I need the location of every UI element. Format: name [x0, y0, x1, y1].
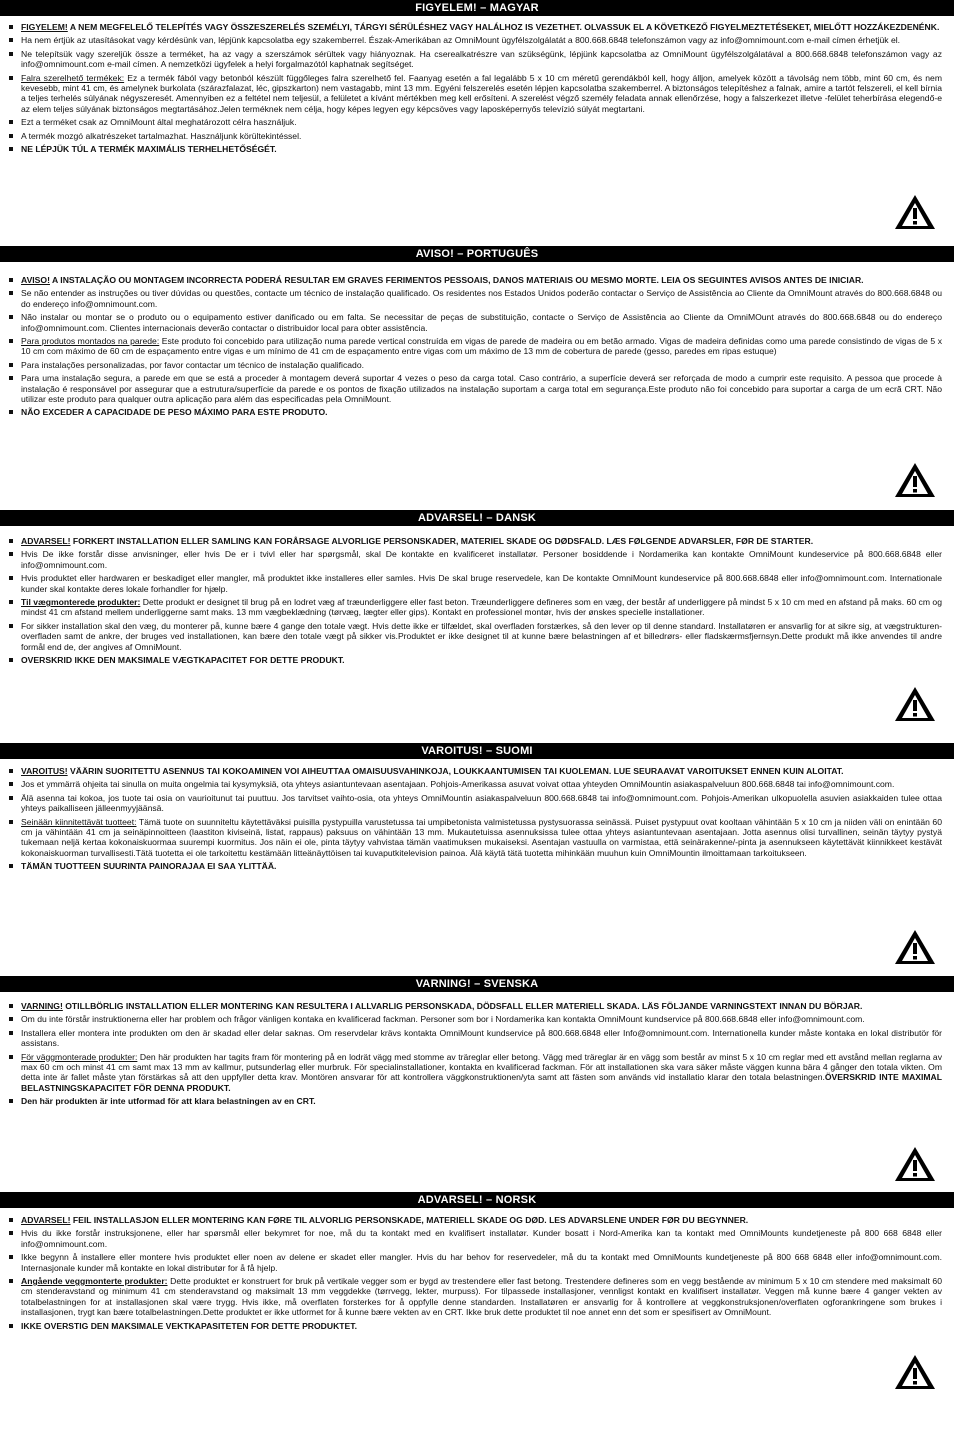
- warning-triangle-icon: [894, 686, 936, 722]
- list-item: Ikke begynn å installere eller montere hvis produktet eller noen av delene er skadet eller mangler. Hvis du har behov for reservedeler, må du ta kontakt med OmniMounts kundetjeneste på 800 668 6848 eller info@omnimount.com. Internasjonale kunder må kontakte en lokal distributør for å få hjelp.: [7, 1252, 942, 1273]
- list-item: Installera eller montera inte produkten om den är skadad eller delar saknas. Om reservdelar krävs kontakta OmniMount kundservice på 800.668.6848 eller Info@omnimount.com. Internationella kunder måste kontaka en lokal distributör för assistans.: [7, 1028, 942, 1049]
- list-item: IKKE OVERSTIG DEN MAKSIMALE VEKTKAPASITETEN FOR DETTE PRODUKTET.: [7, 1321, 942, 1331]
- list-item: Para produtos montados na parede: Este produto foi concebido para utilização numa parede vertical construída em vigas de parede de madeira ou em betão armado. Vigas de madeira definidas como uma parede consistindo de vigas de 5 x 10 cm com máximo de 60 cm de espaçamento entre vigas e um mínimo de 41 cm de espaçamento entre vigas com um máximo de 13 mm de cobertura de parede (gesso, paredes em ripas estuque): [7, 336, 942, 357]
- warning-triangle-icon: [894, 929, 936, 965]
- list-item: Hvis produktet eller hardwaren er beskadiget eller mangler, må produktet ikke installeres eller samles. Hvis De skal bruge reservedele, kan De kontakte OmniMount kundeservice på 800.668.6848 eller info@omnimount.com. Internationale kunder skal kontakte deres lokale forhandler for hjælp.: [7, 573, 942, 594]
- section-svenska: [0, 976, 954, 1110]
- warning-triangle-icon: [894, 1146, 936, 1182]
- list-item: Älä asenna tai kokoa, jos tuote tai osia on vaurioitunut tai puuttuu. Jos tarvitset vaihto-osia, ota yhteys OmniMountin asiakaspalveluun 800.668.6848 tai info@omnimount.com. Pohjois-Amerikan ulkopuolella asuvien asiakkaiden tulee ottaa yhteys paikalliseen jälleenmyyjäänsä.: [7, 793, 942, 814]
- section-suomi: [0, 743, 954, 875]
- warning-list: [0, 22, 954, 154]
- list-item: Seinään kiinnitettävät tuotteet: Tämä tuote on suunniteltu käytettäväksi puisilla pystypuilla varustetussa tai umpibetonista valmistetussa pystysuorassa seinässä. Puiset pystypuut ovat kooltaan vähintään 5 x 10 cm ja niiden väli on enintään 60 cm ja vähintään 41 cm ja seinäpinnoitteen (laastiton kiviseinä, listat, rappaus) paksuus on vähintään 13 mm. Mukautetuissa asennuksissa tulee ottaa yhteys asiantuntevaan asentajaan. Jotta asennus olisi turvallinen, seinän täytyy pystyä tukemaan neljä kertaa kokonaiskuormaa suurempi kuormitus. Jos näin ei ole, pinta täytyy vahvistaa tämän vaatimuksen mukaiseksi. Asentajan vastuulla on varmistaa, että seinärakenne/-pinta ja asennukseen käytettävät kiinnikkeet kestävät kokonaiskuorman turvallisesti.Tätä tuotetta ei ole tarkoitettu kestämään litteänäyttöisen tai kuvaputkitelevision painoa. Älä käytä tätä tuotetta mihinkään muuhun kuin OmniMountin ilmoittamaan tarkoitukseen.: [7, 817, 942, 859]
- list-item: VARNING! OTILLBÖRLIG INSTALLATION ELLER MONTERING KAN RESULTERA I ALLVARLIG PERSONSKADA, DÖDSFALL ELLER MATERIELL SKADA. LÄS FÖLJANDE VARNINGSTEXT INNAN DU BÖRJAR.: [7, 1001, 942, 1011]
- section-norsk: [0, 1192, 954, 1334]
- list-item: NE LÉPJÜK TÚL A TERMÉK MAXIMÁLIS TERHELHETŐSÉGÉT.: [7, 144, 942, 154]
- list-item: Para instalações personalizadas, por favor contactar um técnico de instalação qualificado.: [7, 360, 942, 370]
- list-item: Den här produkten är inte utformad för att klara belastningen av en CRT.: [7, 1096, 942, 1106]
- list-item: Om du inte förstår instruktionerna eller har problem och frågor vänligen kontaka en kvalificerad fackman. Personer som bor i Nordamerika kan kontakta OmniMount kundservice på 800.668.6848 eller info@omnimount.com.: [7, 1014, 942, 1024]
- list-item: ADVARSEL! FORKERT INSTALLATION ELLER SAMLING KAN FORÅRSAGE ALVORLIGE PERSONSKADER, MATERIEL SKADE OG DØDSFALD. LÆS FØLGENDE ADVARSLER, FØR DE STARTER.: [7, 536, 942, 546]
- warning-list: [0, 275, 954, 418]
- section-title: VARNING! – SVENSKA: [0, 976, 954, 992]
- section-dansk: [0, 510, 954, 668]
- list-item: FIGYELEM! A NEM MEGFELELŐ TELEPÍTÉS VAGY ÖSSZESZERELÉS SZEMÉLYI, TÁRGYI SÉRÜLÉSHEZ VAGY HALÁLHOZ IS VEZETHET. OLVASSUK EL A KÖVETKEZŐ FIGYELMEZTETÉSEKET, MIELŐTT HOZZÁKEZDENÉNK.: [7, 22, 942, 32]
- section-title: FIGYELEM! – MAGYAR: [0, 0, 954, 16]
- warning-triangle-icon: [894, 462, 936, 498]
- list-item: ADVARSEL! FEIL INSTALLASJON ELLER MONTERING KAN FØRE TIL ALVORLIG PERSONSKADE, MATERIELL SKADE OG DØD. LES ADVARSLENE UNDER FØR DU BEGYNNER.: [7, 1215, 942, 1225]
- list-item: AVISO! A INSTALAÇÃO OU MONTAGEM INCORRECTA PODERÁ RESULTAR EM GRAVES FERIMENTOS PESSOAIS, DANOS MATERIAIS OU MESMO MORTE. LEIA OS SEGUINTES AVISOS ANTES DE INICIAR.: [7, 275, 942, 285]
- list-item: Se não entender as instruções ou tiver dúvidas ou questões, contacte um técnico de instalação qualificado. Os residentes nos Estados Unidos poderão contactar o Serviço de Assistência ao Cliente da OmniMount através do 800.668.6848 ou do endereço info@omnimount.com.: [7, 288, 942, 309]
- list-item: Jos et ymmärrä ohjeita tai sinulla on muita ongelmia tai kysymyksiä, ota yhteys asiantuntevaan asentajaan. Pohjois-Amerikassa asuvat voivat ottaa yhteyden OmniMountin asiakaspalveluun 800.668.6848 tai info@omnimount.com.: [7, 779, 942, 789]
- list-item: Ne telepítsük vagy szereljük össze a terméket, ha az vagy a szerszámok sérültek vagy hiányoznak. Ha cserealkatrészre van szükségünk, lépjünk kapcsolatba az OmniMount ügyfélszolgálatával a 800.668.6848 telefonszámon vagy az info@omnimount.com e-mail címen. A nemzetközi ügyfelek a helyi forgalmazótól kaphatnak segítséget.: [7, 49, 942, 70]
- list-item: VAROITUS! VÄÄRIN SUORITETTU ASENNUS TAI KOKOAMINEN VOI AIHEUTTAA OMAISUUSVAHINKOJA, LOUKKAANTUMISEN TAI KUOLEMAN. LUE SEURAAVAT VAROITUKSET ENNEN KUIN ALOITAT.: [7, 766, 942, 776]
- warning-list: [0, 1001, 954, 1107]
- list-item: OVERSKRID IKKE DEN MAKSIMALE VÆGTKAPACITET FOR DETTE PRODUKT.: [7, 655, 942, 665]
- warning-list: [0, 766, 954, 872]
- list-item: Hvis De ikke forstår disse anvisninger, eller hvis De er i tvivl eller har spørgsmål, skal De kontakte en kvalificeret installatør. Personer bosiddende i Nordamerika kan kontakte OmniMount kundeservice på 800.668.6848 eller info@omnimount.com.: [7, 549, 942, 570]
- list-item: För väggmonterade produkter: Den här produkten har tagits fram för montering på en lodrät vägg med stomme av träreglar eller betong. Vägg med träreglar är en vägg som består av minst 5 x 10 cm reglar med ett avstånd mellan reglarna av max 60 cm och minst 41 cm samt max 13 mm av kallmur, putsunderlag eller murbruk. För specialinstallationer, kontakta en kvalificerad fackman. För att installationen ska vara säker måste väggen kunna bära 4 gånger den totala vikten. Om detta inte är fallet måste ytan förstärkas så att den uppfyller detta krav. Montören ansvarar för att kontrollera väggkonstruktionen/yta samt att fästen som används vid installatio klarar den totala belastningen.ÖVERSKRID INTE MAXIMAL BELASTNINGSKAPACITET FÖR DENNA PRODUKT.: [7, 1052, 942, 1094]
- list-item: NÃO EXCEDER A CAPACIDADE DE PESO MÁXIMO PARA ESTE PRODUTO.: [7, 407, 942, 417]
- list-item: Angående veggmonterte produkter: Dette produktet er konstruert for bruk på vertikale vegger som er bygd av trestendere eller fast betong. Trestendere defineres som en vegg bestående av minimum 5 x 10 cm stendere med maksimalt 60 cm stenderavstand og minimum 41 cm stenderavstand og maksimalt 13 mm veggdekke (tørrvegg, lekter, murpuss). For tilpassede installasjoner, vennligst kontakt en kvalifisert installatør. Veggen må kunne bære 4 ganger vekten av totalbelastningen for at installasjonen skal være trygg. Hvis ikke, må overflaten forsterkes for å oppfylle denne standarden. Installatøren er ansvarlig for å kontrollere at veggkonstruksjonen/overflaten ogforankringene som brukes i installasjonen, trygt kan bære totalbelastningen.Dette produktet er ikke utformet for å kunne bære vekten av en CRT. Ikke bruk dette produktet til noe annet enn det som er spesifisert av OmniMount.: [7, 1276, 942, 1318]
- warning-triangle-icon: [894, 194, 936, 230]
- list-item: TÄMÄN TUOTTEEN SUURINTA PAINORAJAA EI SAA YLITTÄÄ.: [7, 861, 942, 871]
- list-item: Para uma instalação segura, a parede em que se está a proceder à montagem deverá suportar 4 vezes o peso da carga total. Caso contrário, a superfície deverá ser reforçada de modo a cumprir este requisito. A pessoa que procede à instalação é responsável por assegurar que a estrutura/superfície da parede e os pontos de fixação utilizados na instalação suportam a carga total em segurança.Este produto não foi concebido para suportar a carga de um ecrã CRT. Não utilizar este produto para qualquer outra aplicação para além das especificadas pela OmniMount.: [7, 373, 942, 404]
- list-item: A termék mozgó alkatrészeket tartalmazhat. Használjunk körültekintéssel.: [7, 131, 942, 141]
- section-title: ADVARSEL! – NORSK: [0, 1192, 954, 1208]
- list-item: Não instalar ou montar se o produto ou o equipamento estiver danificado ou em falta. Se necessitar de peças de substituição, contacte o Serviço de Assistência ao Cliente da OmniMOunt através do 800.668.6848 ou do endereço info@omnimount.com. Clientes internacionais deverão contactar o distribuidor local para obter assistência.: [7, 312, 942, 333]
- section-title: VAROITUS! – SUOMI: [0, 743, 954, 759]
- section-title: ADVARSEL! – DANSK: [0, 510, 954, 526]
- list-item: Til vægmonterede produkter: Dette produkt er designet til brug på en lodret væg af træunderliggere eller fast beton. Træunderliggere defineres som en væg, der består af underliggere på mindst 5 x 10 cm med en afstand på maks. 60 cm og mindst 41 cm afstand mellem underliggerne samt maks. 13 mm vægbeklædning (tørvæg, lægter eller gips). Kontakt en professionel montør, hvis der ønskes specielle installationer.: [7, 597, 942, 618]
- section-title: AVISO! – PORTUGUÊS: [0, 246, 954, 262]
- section-magyar: [0, 0, 954, 157]
- list-item: Ezt a terméket csak az OmniMount által meghatározott célra használjuk.: [7, 117, 942, 127]
- list-item: Hvis du ikke forstår instruksjonene, eller har spørsmål eller bekymret for noe, må du ta kontakt med en kvalifisert installatør. Kunder bosatt i Nord-Amerika kan ta kontakt med OmniMounts kundetjeneste på 800 668 6848 eller info@omnimount.com.: [7, 1228, 942, 1249]
- list-item: For sikker installation skal den væg, du monterer på, kunne bære 4 gange den totale vægt. Hvis dette ikke er tilfældet, skal overfladen forstærkes, så den lever op til denne standard. Installatøren er ansvarlig for at sikre sig, at vægstrukturen-overfladen samt de ankre, der bruges ved installationen, kan bære den totale vægt på sikker vis.Produktet er ikke designet til at kunne bære belastningen af et billedrørs- eller fladskærmsfjernsyn.Dette produkt må ikke anvendes til andre formål end de, der angives af OmniMount.: [7, 621, 942, 652]
- warning-triangle-icon: [894, 1354, 936, 1390]
- list-item: Falra szerelhető termékek: Ez a termék fából vagy betonból készült függőleges falra szerelhető fel. Faanyag esetén a fal legalább 5 x 10 cm méretű gerendákból kell, hogy álljon, amelyek között a távolság nem több, mint 60 cm, és nem kevesebb, mint 41 cm, és amelynek burkolata (szárazfalazat, léc, gipszkarton) nem vastagabb, mint 13 mm. Egyéni felszerelés esetén lépjen kapcsolatba szakemberrel. A biztonságos telepítéshez a falnak, amire a tartót felszereli, el kell bírnia a teljes terhelés súlyának négyszeresét. Amennyiben ez a feltétel nem teljesül, a felületet a kívánt mértékben meg kell erősíteni. A szerelést végző személy feladata annak ellenőrzése, hogy a falszerkezet illetve -felület teherbírása elegendő-e az elem teljes súlyának biztonságos megtartásához.Jelen terméknek nem célja, hogy képes legyen egy képcsöves vagy laposképernyős televízió súlyát megtartani.: [7, 73, 942, 115]
- section-portugues: [0, 246, 954, 421]
- warning-list: [0, 536, 954, 665]
- list-item: Ha nem értjük az utasításokat vagy kérdésünk van, lépjünk kapcsolatba egy szakemberrel. Észak-Amerikában az OmniMount ügyfélszolgálatát a 800.668.6848 telefonszámon vagy az info@omnimount.com e-mail címen érhetjük el.: [7, 35, 942, 45]
- warning-list: [0, 1215, 954, 1331]
